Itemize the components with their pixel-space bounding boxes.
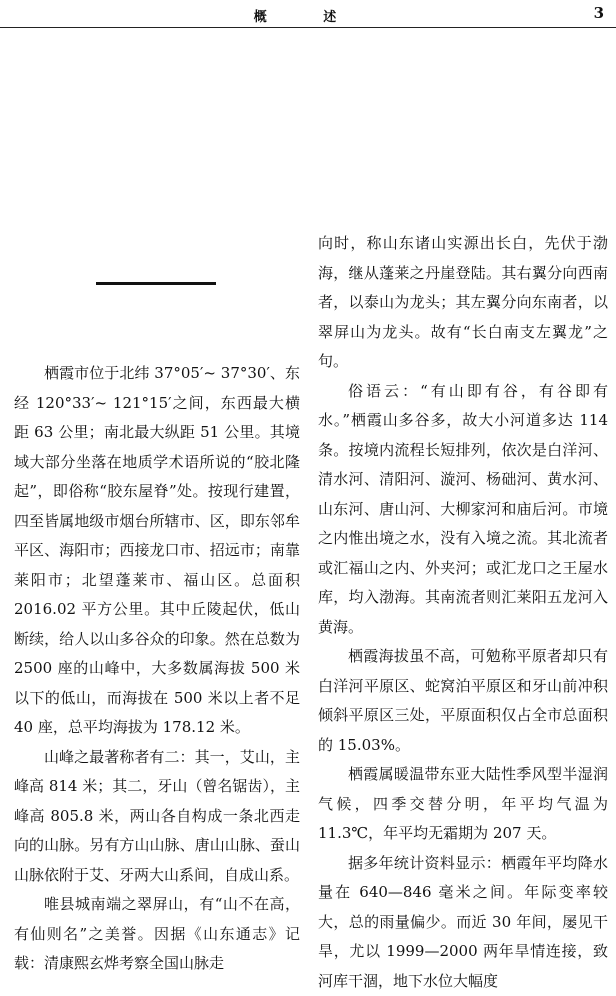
paragraph-plains: 栖霞海拔虽不高，可勉称平原者却只有白洋河平原区、蛇窝泊平原区和牙山前冲积倾斜平原区三处，平原面积仅占全市总面积的 15.03%。 [318,642,608,760]
paragraph-precipitation: 据多年统计资料显示：栖霞年平均降水量在 640—846 毫米之间。年际变率较大，总的雨量偏少。而近 30 年间，屡见干旱，尤以 1999—2000 两年旱情连接，致河库干涸，地下水位大幅度 [318,849,608,996]
section-numeral-text [96,278,97,279]
paragraph-location: 栖霞市位于北纬 37°05′~ 37°30′、东经 120°33′~ 121°15′之间，东西最大横距 63 公里；南北最大纵距 51 公里。其境域大部分坐落在地质学术语所说的“胶北隆起”，即俗称“胶东屋脊”处。按现行建置，四至皆属地级市烟台所辖市、区，即东邻牟平区、海阳市；西接龙口市、招远市；南靠莱阳市；北望蓬莱市、福山区。总面积 2016.02 平方公里。其中丘陵起伏，低山断续，给人以山多谷众的印象。然在总数为 2500 座的山峰中，大多数属海拔 500 米以下的低山，而海拔在 500 米以上者不足 40 座，总平均海拔为 178.12 米。 [14,359,300,743]
paragraph-climate: 栖霞属暖温带东亚大陆性季风型半湿润气候，四季交替分明，年平均气温为 11.3℃，年平均无霜期为 207 天。 [318,760,608,849]
paragraph-cuiping-continued: 向时，称山东诸山实源出长白，先伏于渤海，继从蓬莱之丹崖登陆。其右翼分向西南者，以泰山为龙头；其左翼分向东南者，以翠屏山为龙头。故有“长白南支左翼龙”之句。 [318,229,608,377]
left-column [14,359,300,979]
header-rule [0,27,616,28]
section-numeral [96,278,216,290]
right-column [318,229,608,996]
paragraph-rivers: 俗语云：“有山即有谷，有谷即有水。”栖霞山多谷多，故大小河道多达 114 条。按境内流程长短排列，依次是白洋河、清水河、清阳河、漩河、杨础河、黄水河、山东河、唐山河、大柳家河和庙后河。市境之内惟出境之水，没有入境之流。其北流者或汇福山之内、外夹河；或汇龙口之王屋水库，均入渤海。其南流者则汇莱阳五龙河入黄海。 [318,377,608,643]
page-header [0,0,616,30]
page-number: 3 [594,4,604,22]
paragraph-mountains: 山峰之最著称者有二：其一，艾山，主峰高 814 米；其二，牙山（曾名锯齿），主峰高 805.8 米，两山各自构成一条北西走向的山脉。另有方山山脉、唐山山脉、蚕山山脉依附于艾、牙两大山系间，自成山系。 [14,743,300,891]
paragraph-cuiping: 唯县城南端之翠屏山，有“山不在高，有仙则名”之美誉。因据《山东通志》记载：清康熙玄烨考察全国山脉走 [14,890,300,979]
running-head-title: 概 述 [0,6,616,25]
section-numeral-stroke [96,282,216,285]
